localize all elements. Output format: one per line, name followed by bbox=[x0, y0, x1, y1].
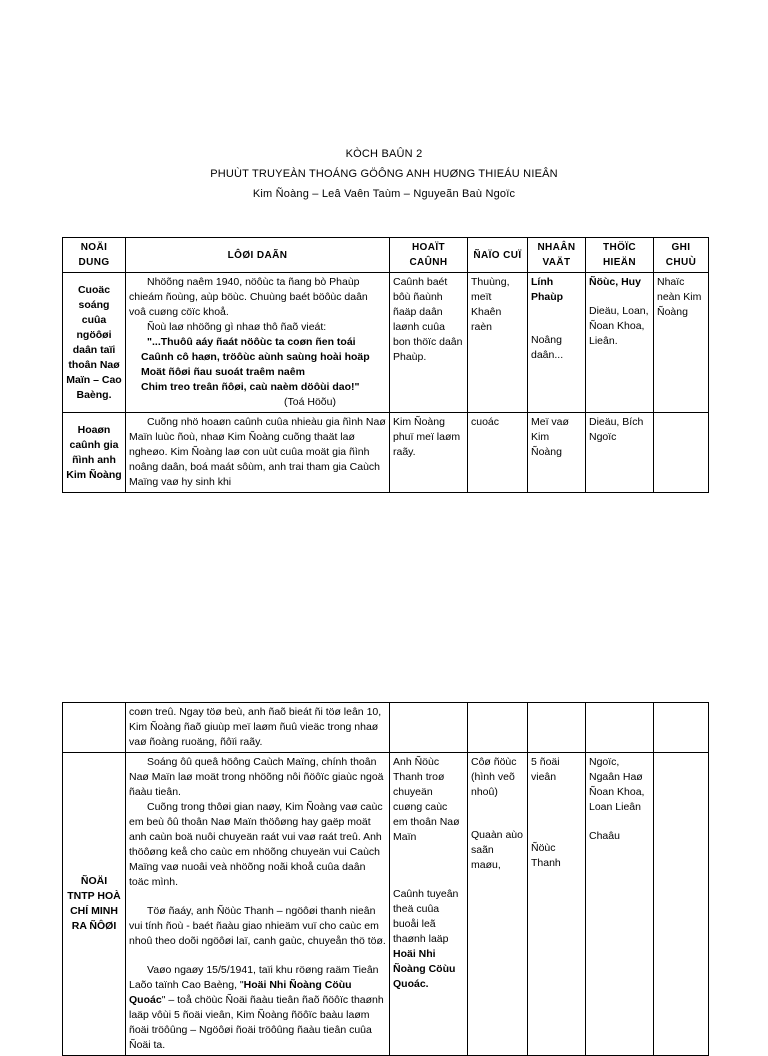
poem-line: Chim treo treân ñôøi, caù naèm döôùi dao!" bbox=[141, 381, 360, 393]
performer-item: Ngoïc, Ngaân Haø Ñoan Khoa, Loan Lieân bbox=[589, 756, 645, 813]
cell-dao-cu bbox=[468, 703, 528, 753]
scene-description: Anh Ñöùc Thanh troø chuyeän cuøng caùc em thoân Naø Maïn bbox=[393, 756, 460, 843]
cell-loi-dan bbox=[126, 273, 390, 413]
col-header-noi-dung: NOÄI DUNG bbox=[63, 238, 126, 273]
table-row bbox=[63, 273, 709, 413]
narration-paragraph: Soáng ôû queâ höông Caùch Maïng, chính thoân Naø Maïn laø moät trong nhöõng nôi ñöôïc giaùc ngoä ñaàu tieân. bbox=[129, 756, 384, 798]
prop-item: Côø ñöùc (hình veõ nhoû) bbox=[471, 756, 517, 798]
col-header-dao-cu: ÑAÏO CUÏ bbox=[468, 238, 528, 273]
col-header-thuc-hien: THÖÏC HIEÄN bbox=[586, 238, 654, 273]
character-main: Lính Phaùp bbox=[531, 276, 564, 303]
narration-paragraph: Nhöõng naêm 1940, nöôùc ta ñang bò Phaùp chieám ñoùng, aùp böùc. Chuùng baét böôùc daân voâ cuøng cöïc khoå. bbox=[129, 276, 368, 318]
table-header-row bbox=[63, 238, 709, 273]
cell-thuc-hien: Dieäu, Bích Ngoïc bbox=[586, 413, 654, 493]
character-extra: Noâng daân... bbox=[531, 334, 564, 361]
cell-noi-dung: Hoaøn caûnh gia ñình anh Kim Ñoàng bbox=[63, 413, 126, 493]
table-row bbox=[63, 753, 709, 1056]
program-title: PHUÙT TRUYEÀN THOÁNG GÖÔNG ANH HUØNG THIEÁU NIEÂN bbox=[210, 168, 558, 180]
heroes-subtitle: Kim Ñoàng – Leâ Vaên Taùm – Nguyeãn Baù Ngoïc bbox=[252, 188, 516, 200]
poem-line: Moät ñôøi ñau suoát traêm naêm bbox=[141, 366, 305, 378]
table-row bbox=[63, 413, 709, 493]
scene-description-bold: Hoäi Nhi Ñoàng Cöùu Quoác. bbox=[393, 948, 456, 990]
performer-main: Ñöùc, Huy bbox=[589, 276, 641, 288]
cell-ghi-chu bbox=[654, 703, 709, 753]
cell-hoat-canh bbox=[390, 703, 468, 753]
cell-noi-dung bbox=[63, 703, 126, 753]
character-item: Ñöùc Thanh bbox=[531, 842, 561, 869]
poem-line: "...Thuôû aáy ñaát nöôùc ta coøn ñen toái bbox=[147, 336, 356, 348]
col-header-ghi-chu: GHI CHUÙ bbox=[654, 238, 709, 273]
cell-noi-dung: ÑOÄI TNTP HOÀ CHÍ MINH RA ÑÔØI bbox=[63, 753, 126, 1056]
col-header-hoat-canh: HOAÏT CAÛNH bbox=[390, 238, 468, 273]
cell-hoat-canh: Caûnh baét bôù ñaùnh ñaäp daân laønh cuûa bon thöïc daân Phaùp. bbox=[390, 273, 468, 413]
col-header-nhan-vat: NHAÂN VAÄT bbox=[528, 238, 586, 273]
cell-loi-dan: Cuõng nhö hoaøn caûnh cuûa nhieàu gia ñình Naø Maïn luùc ñoù, nhaø Kim Ñoàng cuõng thaät laø ngheøo. Kim Ñoàng laø con uùt cuûa moät gia ñình noâng daân, boá maát sôùm, anh trai tham gia Caùch Maïng vaø hy sinh khi bbox=[126, 413, 390, 493]
character-item: 5 ñoäi vieân bbox=[531, 756, 560, 783]
prop-item: Quaàn aùo saãn maøu, bbox=[471, 829, 523, 871]
table-row bbox=[63, 703, 709, 753]
script-number-title: KÒCH BAÛN 2 bbox=[345, 148, 423, 160]
performer-item: Chaâu bbox=[589, 830, 620, 842]
cell-nhan-vat bbox=[528, 703, 586, 753]
scene-description: Caûnh tuyeân theä cuûa buoåi leã thaønh laäp bbox=[393, 888, 459, 945]
performer-extra: Dieäu, Loan, Ñoan Khoa, Lieân. bbox=[589, 305, 649, 347]
cell-thuc-hien bbox=[586, 703, 654, 753]
cell-nhan-vat: Meï vaø Kim Ñoàng bbox=[528, 413, 586, 493]
cell-dao-cu: Thuùng, meït Khaên raèn bbox=[468, 273, 528, 413]
narration-paragraph: Vaøo ngaøy 15/5/1941, taïi khu röøng raäm Tieân Laõo taïnh Cao Baèng, "Hoäi Nhi Ñoàng Cöùu Quoác" – toå chöùc Ñoäi ñaàu tieân ñaõ ñöôïc thaønh laäp vôùi 5 ñoäi vieân, Kim Ñoàng ñöôïc baàu laøm ñoäi tröôûng – Ngöôøi ñoäi tröôûng ñaàu tieân cuûa Ñoäi ta. bbox=[129, 964, 384, 1051]
cell-noi-dung: Cuoäc soáng cuûa ngöôøi daân taïi thoân Naø Maïn – Cao Baèng. bbox=[63, 273, 126, 413]
narration-paragraph: Cuõng trong thôøi gian naøy, Kim Ñoàng vaø caùc em beù ôû thoân Naø Maïn thöôøng hay gaëp moät anh caùn boä nuôi chuyeän raát vui vaø raát treû. Anh thöôøng keå cho caùc em nhöõng chuyeän vui Caùch Maïng vaø nuoâi veà nhöõng noãi khoå cuûa daân toäc mình. bbox=[129, 801, 383, 888]
cell-thuc-hien bbox=[586, 273, 654, 413]
cell-nhan-vat bbox=[528, 273, 586, 413]
cell-ghi-chu bbox=[654, 753, 709, 1056]
cell-loi-dan: coøn treû. Ngay töø beù, anh ñaõ bieát ñi töø leân 10, Kim Ñoàng ñaõ giuùp meï laøm ñuû vieäc trong nhaø vaø ñoàng ruoäng, ñôïi raãy. bbox=[126, 703, 390, 753]
cell-hoat-canh bbox=[390, 753, 468, 1056]
cell-nhan-vat bbox=[528, 753, 586, 1056]
narration-paragraph: Töø ñaáy, anh Ñöùc Thanh – ngöôøi thanh nieân vui tính ñoù - baét ñaàu giao nhieäm vuï cho caùc em nhoû theo doõi ngöôøi laï, canh gaùc, chuyeån thö töø. bbox=[129, 905, 386, 947]
cell-ghi-chu: Nhaïc neàn Kim Ñoàng bbox=[654, 273, 709, 413]
cell-loi-dan bbox=[126, 753, 390, 1056]
cell-thuc-hien bbox=[586, 753, 654, 1056]
poem-line: Caûnh cô haøn, tröôùc aùnh saùng hoài hoäp bbox=[141, 351, 370, 363]
script-table-continued bbox=[62, 702, 709, 1056]
poem-author: (Toá Höõu) bbox=[284, 396, 336, 408]
script-table bbox=[62, 237, 709, 493]
cell-hoat-canh: Kim Ñoàng phuï meï laøm raãy. bbox=[390, 413, 468, 493]
cell-dao-cu: cuoác bbox=[468, 413, 528, 493]
narration-paragraph: Ñoù laø nhöõng gì nhaø thô ñaõ vieát: bbox=[147, 321, 327, 333]
cell-ghi-chu bbox=[654, 413, 709, 493]
col-header-loi-dan: LÔØI DAÃN bbox=[126, 238, 390, 273]
cell-dao-cu bbox=[468, 753, 528, 1056]
